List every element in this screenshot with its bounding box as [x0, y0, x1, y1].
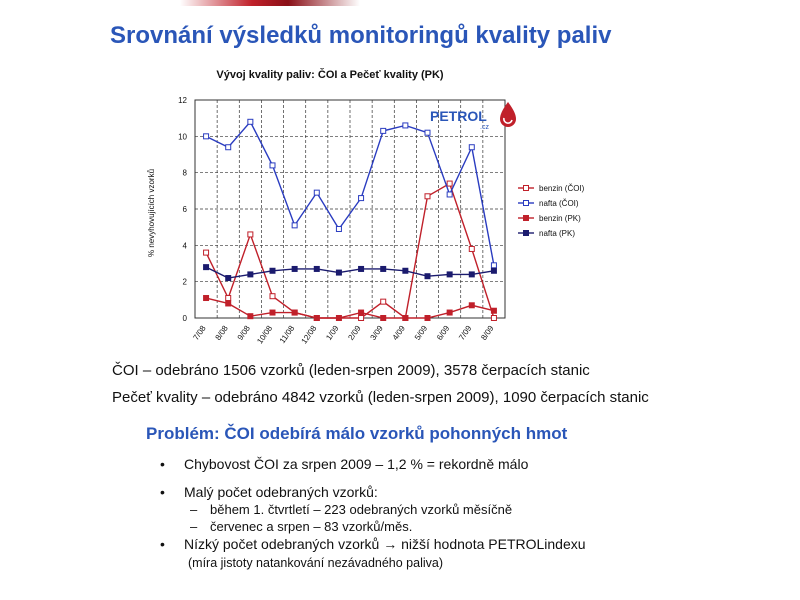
data-point — [491, 308, 496, 313]
quality-chart — [140, 58, 640, 346]
data-point — [425, 316, 430, 321]
x-tick-label: 8/09 — [479, 323, 496, 342]
x-tick-label: 9/08 — [235, 323, 252, 342]
bullet-item — [160, 456, 586, 472]
data-point — [204, 134, 209, 139]
data-point — [226, 296, 231, 301]
x-tick-label: 3/09 — [368, 323, 385, 342]
legend-label: nafta (ČOI) — [539, 199, 579, 208]
data-point — [204, 250, 209, 255]
data-point — [292, 310, 297, 315]
chart-legend — [518, 184, 585, 238]
data-point — [447, 310, 452, 315]
data-point — [359, 310, 364, 315]
sub-bullet-item — [184, 502, 586, 517]
y-tick-label: 4 — [182, 241, 187, 251]
x-tick-label: 5/09 — [412, 323, 430, 342]
sub-bullets — [184, 502, 586, 534]
page-title: Srovnání výsledků monitoringů kvality paliv — [110, 22, 612, 49]
data-point — [359, 196, 364, 201]
data-point — [226, 145, 231, 150]
data-point — [270, 163, 275, 168]
sub-bullet-text: během 1. čtvrtletí – 223 odebraných vzorků měsíčně — [210, 502, 513, 517]
data-point — [336, 270, 341, 275]
bullet-text: Chybovost ČOI za srpen 2009 – 1,2 % = rekordně málo — [184, 456, 529, 472]
data-point — [381, 299, 386, 304]
x-tick-label: 7/08 — [191, 323, 208, 342]
data-point — [336, 226, 341, 231]
bullet-text: Malý počet odebraných vzorků: — [184, 484, 378, 500]
data-point — [425, 274, 430, 279]
y-tick-label: 2 — [182, 277, 187, 287]
bullet-note: (míra jistoty natankování nezávadného paliva) — [188, 556, 444, 570]
data-point — [314, 266, 319, 271]
x-tick-label: 12/08 — [299, 323, 319, 346]
data-point — [469, 303, 474, 308]
legend-label: nafta (PK) — [539, 229, 576, 238]
data-point — [381, 128, 386, 133]
data-point — [314, 316, 319, 321]
bullet-item — [160, 536, 586, 570]
bullet-dot-icon: • — [160, 484, 165, 500]
y-tick-label: 8 — [182, 168, 187, 178]
x-tick-label: 7/09 — [457, 323, 474, 342]
data-point — [469, 145, 474, 150]
legend-marker — [524, 201, 529, 206]
bullet-text: Nízký počet odebraných vzorků → nižší hodnota PETROLindexu — [184, 536, 586, 552]
data-point — [248, 232, 253, 237]
chart-title: Vývoj kvality paliv: ČOI a Pečeť kvality (PK) — [216, 69, 444, 81]
y-tick-label: 12 — [178, 96, 187, 105]
x-tick-label: 2/09 — [346, 323, 363, 342]
x-tick-label: 1/09 — [324, 323, 341, 342]
data-point — [204, 265, 209, 270]
y-axis-label: % nevyhovujících vzorků — [147, 168, 156, 258]
pk-summary: Pečeť kvality – odebráno 4842 vzorků (leden-srpen 2009), 1090 čerpacích stanic — [112, 389, 649, 406]
problem-heading: Problém: ČOI odebírá málo vzorků pohonných hmot — [146, 424, 568, 443]
y-tick-label: 0 — [182, 314, 187, 323]
bullet-item — [160, 484, 586, 534]
bullet-dot-icon: • — [160, 536, 165, 552]
legend-marker — [524, 231, 529, 236]
data-point — [425, 194, 430, 199]
data-point — [447, 272, 452, 277]
data-point — [447, 181, 452, 186]
data-point — [314, 190, 319, 195]
x-tick-label: 10/08 — [255, 323, 275, 346]
sub-bullet-item — [184, 519, 586, 534]
data-point — [270, 294, 275, 299]
problem-bullets — [160, 456, 586, 570]
data-point — [270, 268, 275, 273]
legend-marker — [524, 186, 529, 191]
data-point — [425, 130, 430, 135]
data-point — [447, 192, 452, 197]
dash-icon: – — [190, 502, 198, 517]
data-point — [359, 266, 364, 271]
data-point — [204, 296, 209, 301]
bullet-dot-icon: • — [160, 456, 165, 472]
data-point — [403, 123, 408, 128]
data-point — [403, 268, 408, 273]
y-tick-label: 6 — [182, 205, 187, 214]
legend-label: benzin (PK) — [539, 214, 581, 223]
y-tick-label: 10 — [178, 132, 187, 142]
y-axis-ticks — [178, 96, 187, 323]
data-point — [359, 316, 364, 321]
x-tick-label: 4/09 — [390, 323, 407, 342]
data-point — [248, 272, 253, 277]
legend-marker — [524, 216, 529, 221]
x-axis-ticks — [191, 324, 495, 346]
legend-label: benzin (ČOI) — [539, 184, 585, 193]
data-point — [381, 266, 386, 271]
x-tick-label: 6/09 — [434, 323, 452, 342]
data-point — [469, 246, 474, 251]
data-point — [403, 316, 408, 321]
data-point — [292, 223, 297, 228]
data-point — [469, 272, 474, 277]
x-tick-label: 11/08 — [277, 323, 297, 346]
petrol-logo-text: PETROL — [430, 108, 487, 124]
sub-bullet-text: červenec a srpen – 83 vzorků/měs. — [210, 519, 413, 534]
data-point — [248, 314, 253, 319]
data-point — [248, 119, 253, 124]
data-point — [491, 316, 496, 321]
data-point — [226, 301, 231, 306]
decorative-top-bar — [180, 0, 360, 6]
data-point — [336, 316, 341, 321]
data-point — [292, 266, 297, 271]
data-point — [270, 310, 275, 315]
x-tick-label: 8/08 — [213, 323, 230, 342]
dash-icon: – — [190, 519, 198, 534]
data-point — [491, 263, 496, 268]
coi-summary: ČOI – odebráno 1506 vzorků (leden-srpen 2009), 3578 čerpacích stanic — [112, 362, 590, 379]
data-point — [226, 276, 231, 281]
data-point — [381, 316, 386, 321]
petrol-logo-suffix: .cz — [480, 124, 489, 131]
data-point — [491, 268, 496, 273]
